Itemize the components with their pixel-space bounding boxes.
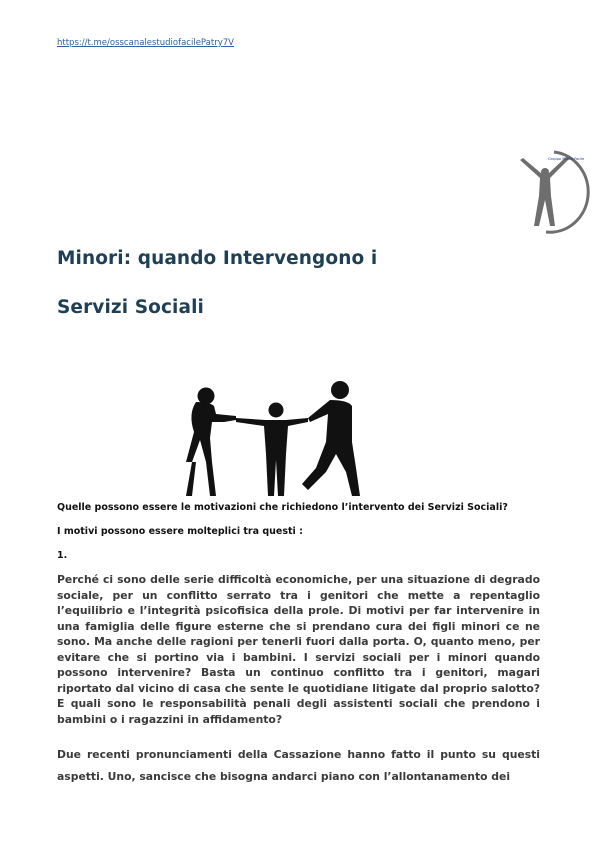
studio-logo <box>512 148 592 234</box>
intro-question: Quelle possono essere le motivazioni che richiedono l’intervento dei Servizi Sociali? <box>57 502 508 513</box>
intro-reasons: I motivi possono essere molteplici tra questi : <box>57 526 303 537</box>
logo-text: Gruppo Studio Facile <box>548 157 585 161</box>
family-tug-illustration <box>166 362 384 500</box>
list-number: 1. <box>57 550 68 561</box>
body-paragraph-2: Due recenti pronunciamenti della Cassazione hanno fatto il punto su questi aspetti. Uno, sancisce che bisogna andarci piano con l’allontanamento dei <box>57 748 540 783</box>
telegram-link[interactable]: https://t.me/osscanalestudiofacilePatry7V <box>57 38 234 48</box>
page-title-line2: Servizi Sociali <box>57 297 204 318</box>
body-paragraph-1: Perché ci sono delle serie difficoltà economiche, per una situazione di degrado sociale, per un conflitto serrato tra i genitori che mette a repentaglio l’equilibrio e l’integrità psicofisica della prole. Di motivi per far intervenire in una famiglia delle figure esterne che si prendano cura dei figli minori ce ne sono. Ma anche delle ragioni per tenerli fuori dalla porta. O, quanto meno, per evitare che si portino via i bambini. I servizi sociali per i minori quando possono intervenire? Basta un continuo conflitto tra i genitori, magari riportato dal vicino di casa che sente le quotidiane litigate dal proprio salotto? E quali sono le responsabilità penali degli assistenti sociali che prendono i bambini o i ragazzini in affidamento? <box>57 573 540 726</box>
page-title-line1: Minori: quando Intervengono i <box>57 248 378 269</box>
